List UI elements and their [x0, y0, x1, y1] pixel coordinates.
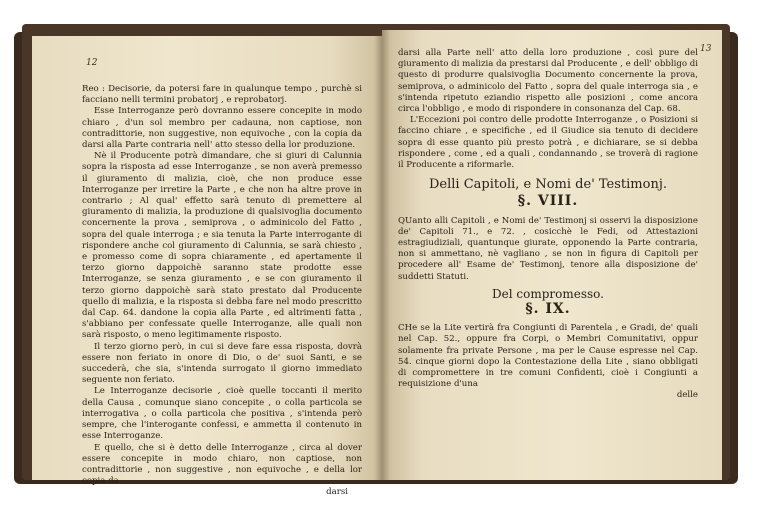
catchword: darsi — [326, 487, 348, 498]
page-number-right: 13 — [700, 44, 712, 54]
paragraph: E quello, che si è detto delle Interroganze , circa al dover essere concepite in modo chiaro, non captiose, non contradittorie , non suggestive , non equivoche , e della lor copia da — [82, 442, 362, 487]
section-number: §. VIII. — [517, 193, 579, 210]
section-heading: Delli Capitoli, e Nomi de' Testimonj. — [429, 177, 667, 193]
section-number: §. IX. — [525, 301, 571, 318]
page-number-left: 12 — [86, 58, 98, 68]
paragraph: Reo : Decisorie, da potersi fare in qualunque tempo , purchè si facciano nelli termini probatorj , e reprobatorj. — [82, 84, 362, 106]
paragraph: Nè il Producente potrà dimandare, che si giuri di Calunnia sopra la risposta ad esse Interroganze , se non averà premesso il giuramento di malizia, cioè, che non produce esse Interroganze per irretire la Parte , e che non ha altre prove in contrario ; Al qual' effetto sarà tenuto di premettere al giuramento di malizia, la produzione di qualsivoglia documento concernente la prova , semiprova , o adminicolo del Fatto , sopra del quale interroga ; e sia tenuta la Parte interrogante di rispondere anche col giuramento di Calunnia, se sarà chiesto , e promesso come di sopra chiaramente , ed apertamente il terzo giorno dappoichè saranno state prodotte esse Interroganze, se senza giuramento , e se con giuramento il terzo giorno dappoichè sarà stato prestato dal Producente quello di malizia, e la risposta si debba fare nel modo prescritto dal Cap. 64. dandone la copia alla Parte , ed altrimenti fatta , s'abbiano per confessate quelle Interroganze, alle quali non sarà risposto, o meno legitimamente risposto. — [82, 151, 362, 341]
paragraph: Il terzo giorno però, in cui si deve fare essa risposta, dovrà essere non feriato in onore di Dio, o de' suoi Santi, e se succederà, che sia, s'intenda surrogato il giorno immediato seguente non feriato. — [82, 341, 362, 386]
book-gutter — [374, 30, 390, 480]
right-page-text — [398, 48, 698, 402]
left-page-text — [82, 84, 362, 499]
paragraph: QUanto alli Capitoli , e Nomi de' Testimonj si osservi la disposizione de' Capitoli 71., e 72. , cosicchè le Fedi, od Attestazioni estragiudiziali, quantunque giurate, opponendo la Parte contraria, non si ammettano, nè vagliano , se non in figura di Capitoli per procedere all' Esame de' Testimonj, tenore alla disposizione de' suddetti Statuti. — [398, 215, 698, 282]
right-page — [382, 30, 722, 480]
left-page — [32, 36, 382, 498]
paragraph: L'Eccezioni poi contro delle prodotte Interroganze , o Posizioni si faccino chiare , e specifiche , ed il Giudice sia tenuto di decidere sopra di esse quanto più presto potrà , e dichiarare, se si debba rispondere , come , ed a quali , condannando , se troverà di ragione il Producente a riformarle. — [398, 115, 698, 171]
paragraph: Le Interroganze decisorie , cioè quelle toccanti il merito della Causa , comunque siano concepite , o colla particola se interrogativa , o colla particola che positiva , s'intenda però sempre, che l'interogante confessi, e ammetta il contenuto in esse Interroganze. — [82, 386, 362, 442]
catchword: delle — [676, 390, 698, 401]
section-heading: Del compromesso. — [492, 286, 604, 301]
paragraph: darsi alla Parte nell' atto della loro produzione , così pure del giuramento di malizia da prestarsi dal Producente , e dell' obbligo di questo di produrre qualsivoglia Documento concernente la prova, semiprova, o adminicolo del Fatto , sopra del quale interroga sia , e s'intenda ripetuto eziandio rispetto alle posizioni , come ancora circa l'obbligo , e modo di rispondere in consonanza del Cap. 68. — [398, 48, 698, 115]
paragraph: Esse Interroganze però dovranno essere concepite in modo chiaro , d'un sol membro per cadauna, non captiose, non contradittorie, non suggestive, non equivoche , con la copia da darsi alla Parte contraria nell' atto stesso della lor produzione. — [82, 106, 362, 151]
paragraph: CHe se la Lite vertirà fra Congiunti di Parentela , e Gradi, de' quali nel Cap. 52., oppure fra Corpi, o Membri Comunitativi, oppur solamente fra private Persone , ma per le Cause espresse nel Cap. 54. cinque giorni dopo la Contestazione della Lite , siano obbligati di compromettere in tre comuni Confidenti, cioè i Congiunti a requisizione d'una — [398, 323, 698, 390]
